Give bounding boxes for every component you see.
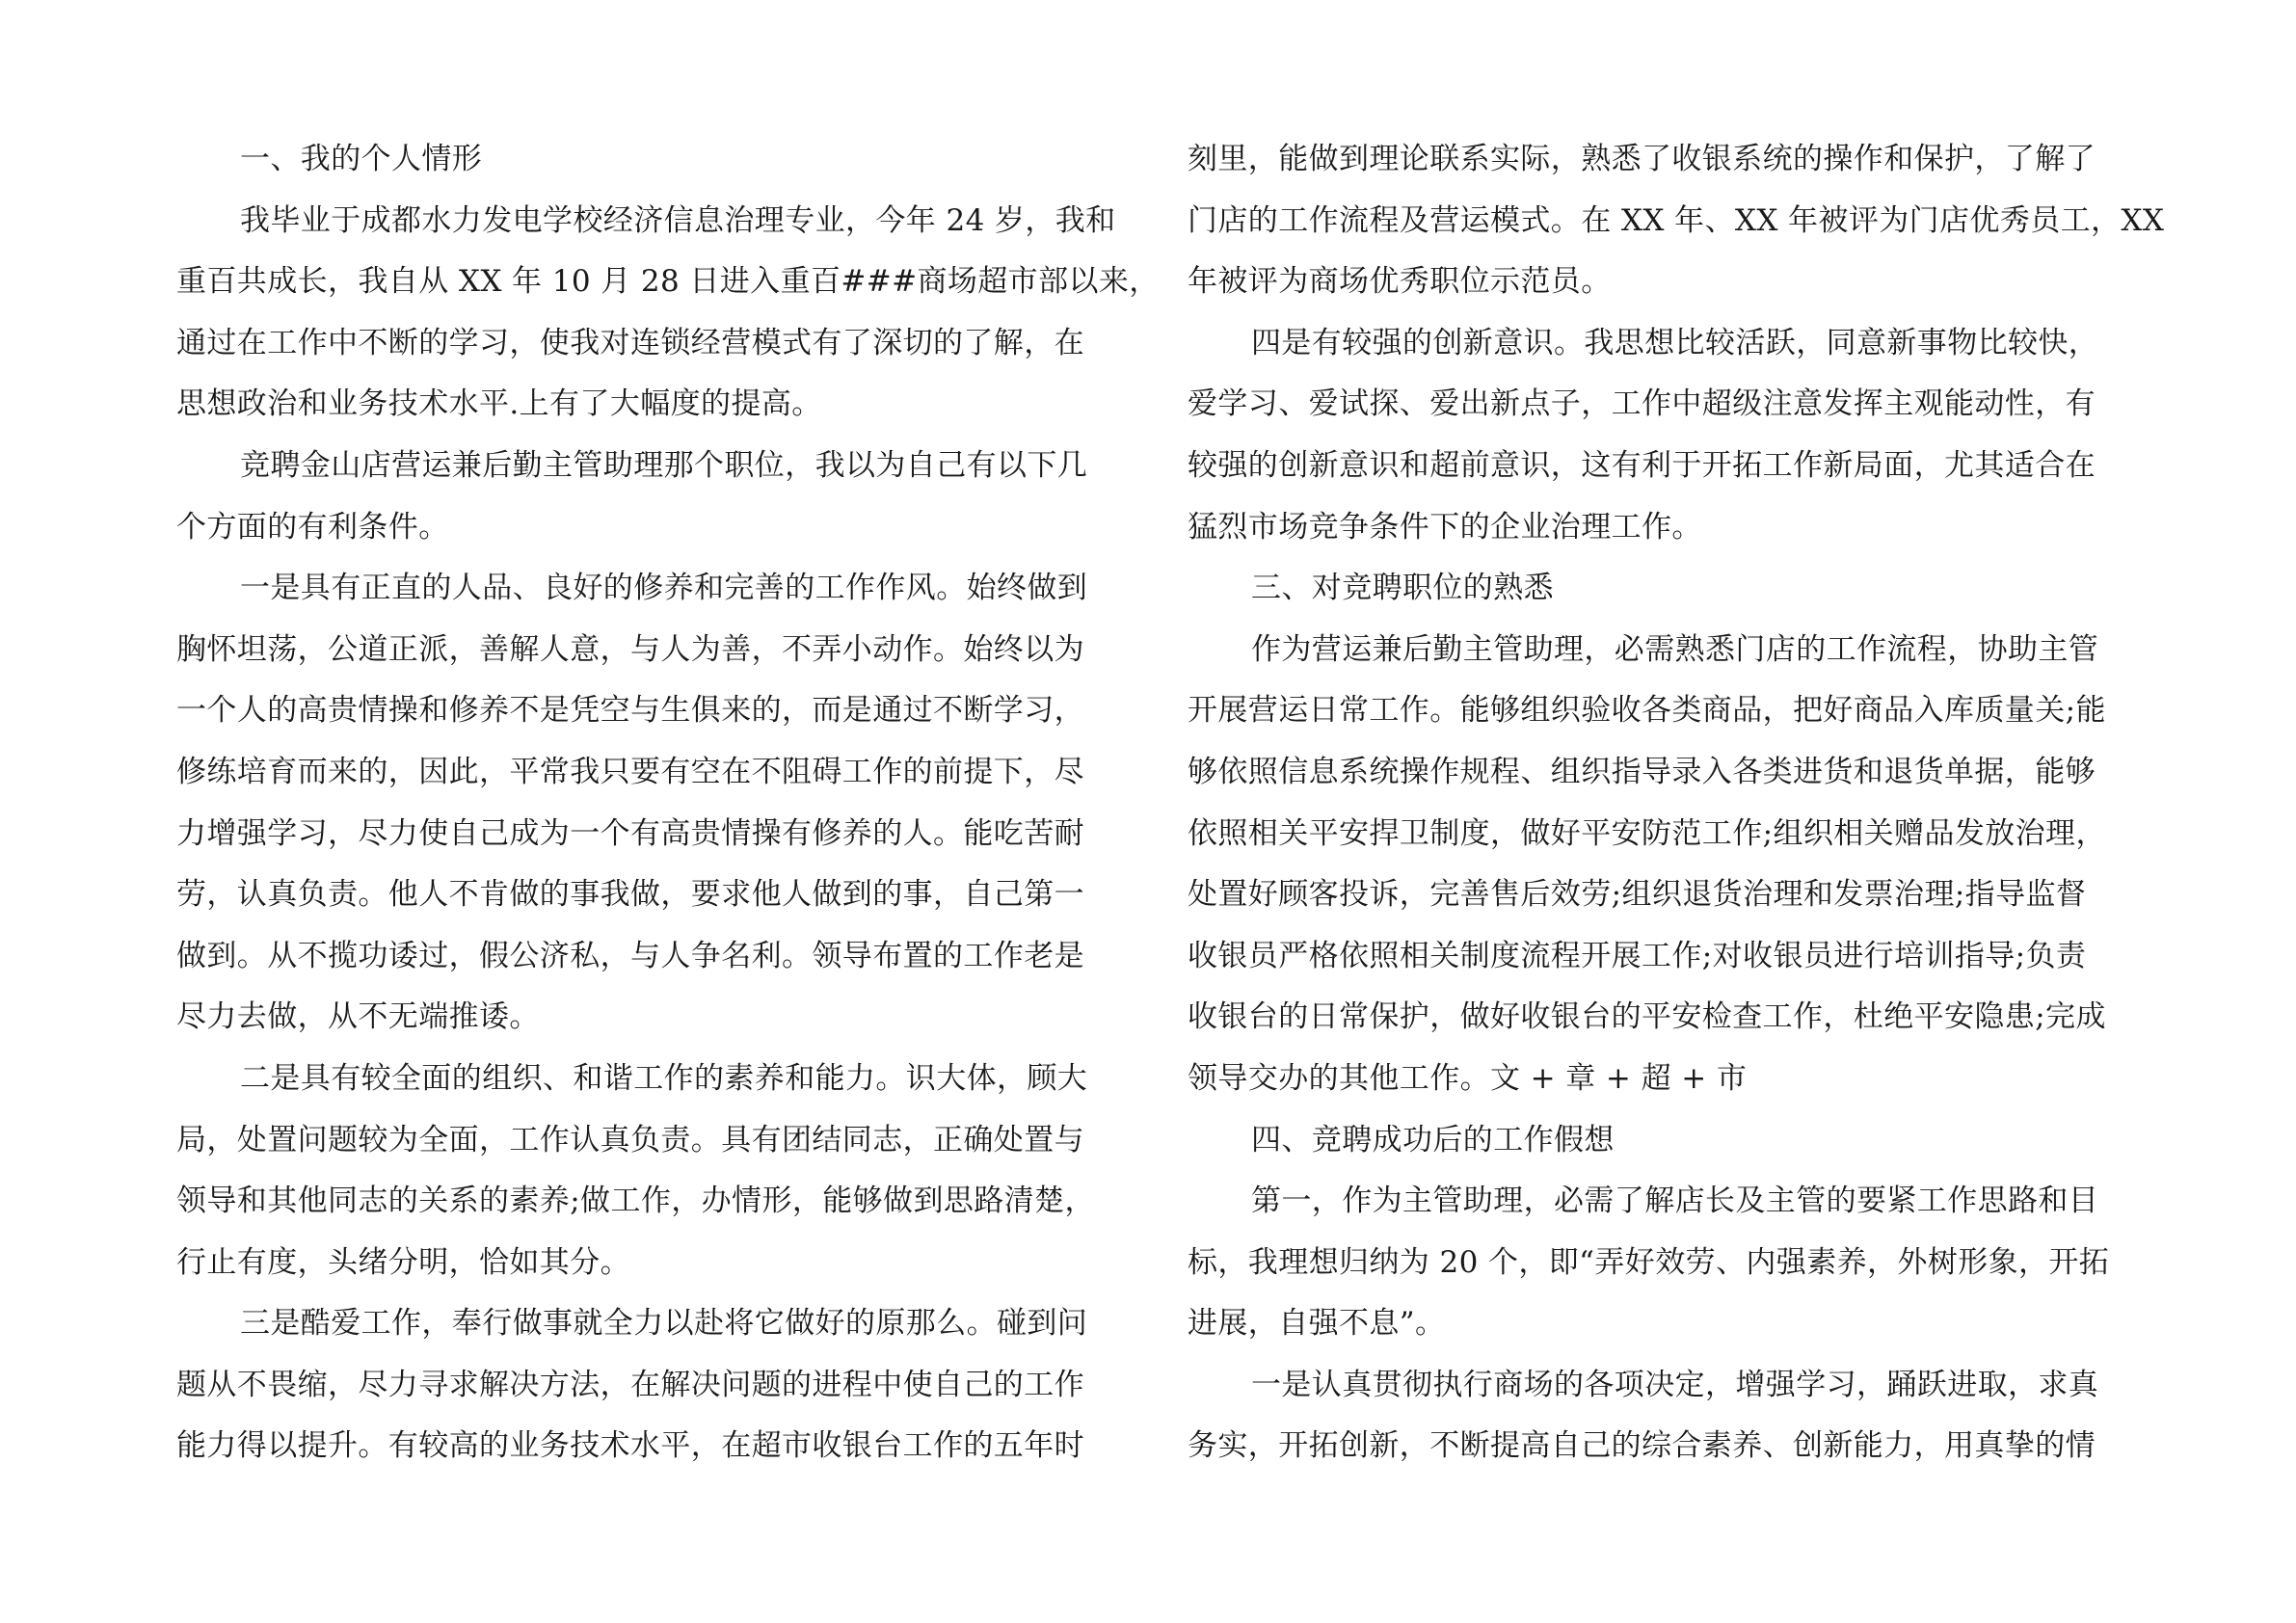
text-line: 务实，开拓创新，不断提高自己的综合素养、创新能力，用真挚的情 <box>1188 1428 2096 1464</box>
text-line: 处置好顾客投诉，完善售后效劳;组织退货治理和发票治理;指导监督 <box>1188 877 2087 913</box>
right-text-column <box>1188 129 2165 1477</box>
text-line: 重百共成长，我自从 XX 年 10 月 28 日进入重百###商场超市部以来， <box>176 264 1160 300</box>
text-line: 收银员严格依照相关制度流程开展工作;对收银员进行培训指导;负责 <box>1188 938 2087 973</box>
text-line: 领导交办的其他工作。文 + 章 + 超 + 市 <box>1188 1060 1748 1096</box>
text-line: 领导和其他同志的关系的素养;做工作，办情形，能够做到思路清楚， <box>176 1184 1095 1219</box>
text-line: 四是有较强的创新意识。我思想比较活跃，同意新事物比较快， <box>1251 325 2099 360</box>
text-line: 题从不畏缩，尽力寻求解决方法，在解决问题的进程中使自己的工作 <box>176 1367 1084 1402</box>
text-line: 收银台的日常保护，做好收银台的平安检查工作，杜绝平安隐患;完成 <box>1188 999 2106 1035</box>
text-line: 局，处置问题较为全面，工作认真负责。具有团结同志，正确处置与 <box>176 1122 1084 1157</box>
text-line: 竞聘金山店营运兼后勤主管助理那个职位，我以为自己有以下几 <box>240 447 1088 483</box>
text-line: 做到。从不揽功诿过，假公济私，与人争名利。领导布置的工作老是 <box>176 938 1084 973</box>
text-line: 较强的创新意识和超前意识，这有利于开拓工作新局面，尤其适合在 <box>1188 447 2096 483</box>
text-line: 能力得以提升。有较高的业务技术水平，在超市收银台工作的五年时 <box>176 1428 1084 1464</box>
text-line: 猛烈市场竞争条件下的企业治理工作。 <box>1188 509 1702 545</box>
text-line: 四、竞聘成功后的工作假想 <box>1251 1122 1615 1157</box>
text-line: 刻里，能做到理论联系实际，熟悉了收银系统的操作和保护，了解了 <box>1188 142 2096 176</box>
text-line: 劳，认真负责。他人不肯做的事我做，要求他人做到的事，自己第一 <box>176 877 1084 913</box>
text-line: 思想政治和业务技术水平.上有了大幅度的提高。 <box>176 386 822 422</box>
text-line: 三、对竞聘职位的熟悉 <box>1251 571 1554 606</box>
left-text-column <box>176 129 1160 1477</box>
text-line: 个方面的有利条件。 <box>176 509 449 545</box>
text-line: 一是认真贯彻执行商场的各项决定，增强学习，踊跃进取，求真 <box>1251 1367 2099 1402</box>
text-line: 依照相关平安捍卫制度，做好平安防范工作;组织相关赠品发放治理， <box>1188 815 2106 851</box>
text-line: 一个人的高贵情操和修养不是凭空与生俱来的，而是通过不断学习， <box>176 693 1084 729</box>
text-line: 通过在工作中不断的学习，使我对连锁经营模式有了深切的了解，在 <box>176 325 1084 360</box>
text-line: 爱学习、爱试探、爱出新点子，工作中超级注意发挥主观能动性，有 <box>1188 386 2096 422</box>
text-line: 第一，作为主管助理，必需了解店长及主管的要紧工作思路和目 <box>1251 1184 2099 1219</box>
text-line: 开展营运日常工作。能够组织验收各类商品，把好商品入库质量关;能 <box>1188 693 2106 729</box>
text-line: 一、我的个人情形 <box>240 142 483 176</box>
text-line: 二是具有较全面的组织、和谐工作的素养和能力。识大体，顾大 <box>240 1060 1088 1096</box>
text-line: 标，我理想归纳为 20 个，即“弄好效劳、内强素养，外树形象，开拓 <box>1188 1244 2110 1280</box>
text-line: 我毕业于成都水力发电学校经济信息治理专业，今年 24 岁，我和 <box>240 202 1116 238</box>
text-line: 门店的工作流程及营运模式。在 XX 年、XX 年被评为门店优秀员工，XX <box>1188 202 2165 238</box>
text-line: 行止有度，头绪分明，恰如其分。 <box>176 1244 630 1280</box>
text-line: 胸怀坦荡，公道正派，善解人意，与人为善，不弄小动作。始终以为 <box>176 631 1084 667</box>
text-line: 作为营运兼后勤主管助理，必需熟悉门店的工作流程，协助主管 <box>1251 631 2099 667</box>
text-line: 修练培育而来的，因此，平常我只要有空在不阻碍工作的前提下，尽 <box>176 754 1084 789</box>
text-line: 力增强学习，尽力使自己成为一个有高贵情操有修养的人。能吃苦耐 <box>176 815 1084 851</box>
text-line: 三是酷爱工作，奉行做事就全力以赴将它做好的原那么。碰到问 <box>240 1306 1088 1342</box>
text-line: 尽力去做，从不无端推诿。 <box>176 999 540 1035</box>
text-line: 进展，自强不息”。 <box>1188 1306 1446 1342</box>
text-line: 够依照信息系统操作规程、组织指导录入各类进货和退货单据，能够 <box>1188 754 2096 789</box>
text-line: 年被评为商场优秀职位示范员。 <box>1188 264 1612 300</box>
text-line: 一是具有正直的人品、良好的修养和完善的工作作风。始终做到 <box>240 571 1088 606</box>
